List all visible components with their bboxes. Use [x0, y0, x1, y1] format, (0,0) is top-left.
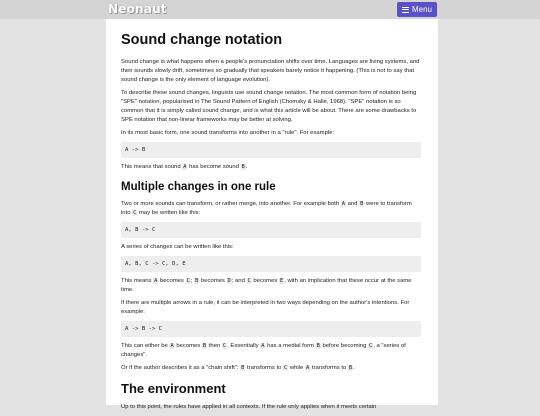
inline-code: A [341, 201, 345, 207]
code-example-basic: A -> B [121, 142, 421, 158]
menu-button[interactable] [397, 2, 437, 17]
inline-code: E [279, 278, 284, 284]
inline-code: C [186, 278, 190, 284]
inline-code: C [284, 365, 288, 371]
environment-paragraph: Up to this point, the rules have applied in all contexts. If the rule only applies when it meets certain [121, 404, 377, 410]
code-example-merge: A, B -> C [121, 222, 421, 238]
section-heading-environment: The environment [121, 381, 226, 396]
multiple-arrows-paragraph: If there are multiple arrows in a rule, it can be interpreted in two ways depending on the author's intentions. For example: [121, 300, 410, 315]
menu-button-label: Menu [411, 5, 432, 14]
inline-code: B [348, 365, 353, 371]
section-heading-multiple-changes: Multiple changes in one rule [121, 181, 276, 193]
inline-code: C [222, 343, 227, 349]
article-page [106, 19, 438, 410]
site-logo[interactable]: Neonaut [108, 2, 167, 16]
code-example-series: A, B, C -> C, D, E [121, 256, 421, 272]
intro-paragraph-2: To describe these sound changes, linguists use sound change notation. The most common form of notation being "SPE" notation, popularised in The Sound Pattern of English (Chomsky & Halle, 1968). "SPE" notation is so common that it is simply called sound change, and is what this article will be about. There are some drawbacks to SPE notation that non-linear frameworks may be better at solving. [121, 90, 417, 123]
inline-code: B [241, 164, 245, 170]
inline-code: B [202, 343, 207, 349]
inline-code: C [133, 210, 137, 216]
inline-code: A [170, 343, 174, 349]
intro-paragraph-3: In its most basic form, one sound transforms into another in a "rule". For example: [121, 130, 335, 136]
top-navigation-bar [0, 0, 540, 19]
inline-code: A [305, 365, 310, 371]
page-title: Sound change notation [121, 32, 283, 48]
article-content [121, 19, 421, 416]
inline-code: C [247, 278, 251, 284]
inline-code: A [183, 164, 187, 170]
inline-code: A [154, 278, 158, 284]
intro-paragraph-1: Sound change is what happens when a people's pronunciation shifts over time. Languages are living systems, and their sounds slowly drift, sometimes so gradually that speakers barely notice it happening. (This is not to say that sound change is the only element of language evolution). [121, 59, 420, 83]
inline-code: B [360, 201, 364, 207]
inline-code: A [261, 343, 265, 349]
series-explanation: This means A becomes C; B becomes D; and C becomes E, with an implication that these occur at the same time. [121, 278, 412, 293]
inline-code: D [227, 278, 231, 284]
chain-shift-interpretation: Or if the author describes it as a "chain shift": B transforms to C while A transforms to B. [121, 365, 355, 371]
basic-rule-explanation: This means that sound A has become sound B. [121, 164, 248, 170]
hamburger-icon [402, 7, 409, 13]
series-interpretation: This can either be A becomes B then C. Essentially A has a medial form B before becoming C, a "series of changes". [121, 343, 406, 358]
inline-code: B [241, 365, 245, 371]
inline-code: C [368, 343, 373, 349]
code-example-arrows: A -> B -> C [121, 321, 421, 337]
inline-code: B [195, 278, 199, 284]
merge-paragraph: Two or more sounds can transform, or rather merge, into another. For example both A and B were to transform into C may be written like this: [121, 201, 412, 216]
series-intro: A series of changes can be written like this: [121, 244, 234, 250]
inline-code: B [316, 343, 320, 349]
